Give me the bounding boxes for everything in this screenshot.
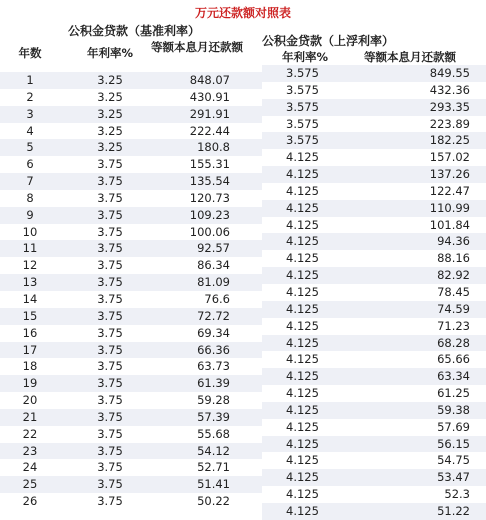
year-cell: 2 xyxy=(26,89,34,104)
table-row xyxy=(262,335,486,352)
payment-cell: 78.45 xyxy=(437,284,470,299)
payment-cell: 293.35 xyxy=(429,99,470,114)
base-rate-rows xyxy=(0,72,262,510)
table-row xyxy=(262,183,486,200)
year-cell: 20 xyxy=(22,393,38,408)
table-row xyxy=(0,139,262,156)
year-cell: 22 xyxy=(22,426,38,441)
payment-cell: 94.36 xyxy=(437,234,470,249)
rate-cell: 3.25 xyxy=(97,140,123,155)
rate-cell: 4.125 xyxy=(286,470,319,485)
year-cell: 12 xyxy=(22,258,38,273)
table-row xyxy=(262,436,486,453)
year-cell: 6 xyxy=(26,157,34,172)
rate-cell: 3.75 xyxy=(97,241,123,256)
header-rate: 年利率% xyxy=(282,50,329,64)
payment-cell: 50.22 xyxy=(197,494,230,509)
table-row xyxy=(262,233,486,250)
rate-cell: 3.75 xyxy=(97,477,123,492)
payment-cell: 223.89 xyxy=(429,116,470,131)
payment-cell: 61.25 xyxy=(437,386,470,401)
table-row xyxy=(262,301,486,318)
year-cell: 5 xyxy=(26,140,34,155)
rate-cell: 4.125 xyxy=(286,436,319,451)
payment-cell: 54.12 xyxy=(197,443,230,458)
rate-cell: 4.125 xyxy=(286,369,319,384)
year-cell: 15 xyxy=(22,308,38,323)
payment-cell: 109.23 xyxy=(189,207,230,222)
table-row xyxy=(0,476,262,493)
payment-cell: 57.39 xyxy=(197,409,230,424)
rate-cell: 3.75 xyxy=(97,291,123,306)
year-cell: 11 xyxy=(22,241,38,256)
rate-cell: 3.75 xyxy=(97,190,123,205)
payment-cell: 59.28 xyxy=(197,393,230,408)
table-row xyxy=(262,402,486,419)
table-row xyxy=(0,240,262,257)
payment-cell: 69.34 xyxy=(197,325,230,340)
payment-cell: 74.59 xyxy=(437,301,470,316)
payment-cell: 122.47 xyxy=(429,183,470,198)
year-cell: 16 xyxy=(22,325,38,340)
table-row xyxy=(0,443,262,460)
table-row xyxy=(262,419,486,436)
header-payment: 等额本息月还款额 xyxy=(364,50,456,64)
payment-cell: 137.26 xyxy=(429,167,470,182)
payment-cell: 61.39 xyxy=(197,376,230,391)
table-row xyxy=(0,342,262,359)
payment-cell: 180.8 xyxy=(197,140,230,155)
payment-cell: 88.16 xyxy=(437,251,470,266)
rate-cell: 4.125 xyxy=(286,386,319,401)
rate-cell: 3.75 xyxy=(97,359,123,374)
year-cell: 9 xyxy=(26,207,34,222)
table-row xyxy=(0,190,262,207)
rate-cell: 3.75 xyxy=(97,342,123,357)
payment-cell: 86.34 xyxy=(197,258,230,273)
table-row xyxy=(0,89,262,106)
year-cell: 4 xyxy=(26,123,34,138)
rate-cell: 3.575 xyxy=(286,116,319,131)
table-row xyxy=(262,368,486,385)
year-cell: 19 xyxy=(22,376,38,391)
rate-cell: 4.125 xyxy=(286,335,319,350)
payment-cell: 53.47 xyxy=(437,470,470,485)
payment-cell: 222.44 xyxy=(189,123,230,138)
rate-cell: 3.25 xyxy=(97,123,123,138)
table-row xyxy=(0,156,262,173)
year-cell: 17 xyxy=(22,342,38,357)
floating-rate-group-title: 公积金贷款（上浮利率） xyxy=(262,34,395,48)
rate-cell: 3.75 xyxy=(97,308,123,323)
payment-cell: 291.91 xyxy=(189,106,230,121)
payment-cell: 848.07 xyxy=(189,73,230,87)
table-row xyxy=(0,308,262,325)
rate-cell: 3.575 xyxy=(286,82,319,97)
year-cell: 14 xyxy=(22,291,38,306)
rate-cell: 3.75 xyxy=(97,409,123,424)
rate-cell: 3.25 xyxy=(97,89,123,104)
table-row xyxy=(0,358,262,375)
rate-cell: 3.575 xyxy=(286,66,319,80)
payment-cell: 155.31 xyxy=(189,157,230,172)
table-row xyxy=(0,459,262,476)
table-row xyxy=(262,149,486,166)
table-row xyxy=(0,426,262,443)
table-row xyxy=(0,291,262,308)
payment-cell: 82.92 xyxy=(437,268,470,283)
rate-cell: 3.575 xyxy=(286,99,319,114)
rate-cell: 3.25 xyxy=(97,106,123,121)
rate-cell: 3.575 xyxy=(286,133,319,148)
table-row xyxy=(262,267,486,284)
payment-cell: 54.75 xyxy=(437,453,470,468)
year-cell: 3 xyxy=(26,106,34,121)
table-row xyxy=(262,99,486,116)
rate-cell: 3.75 xyxy=(97,494,123,509)
rate-cell: 3.75 xyxy=(97,393,123,408)
payment-cell: 81.09 xyxy=(197,275,230,290)
payment-cell: 63.34 xyxy=(437,369,470,384)
rate-cell: 4.125 xyxy=(286,183,319,198)
header-payment: 等额本息月还款额 xyxy=(151,40,243,54)
payment-cell: 76.6 xyxy=(204,291,230,306)
year-cell: 8 xyxy=(26,190,34,205)
rate-cell: 3.75 xyxy=(97,426,123,441)
rate-cell: 3.75 xyxy=(97,258,123,273)
rate-cell: 3.75 xyxy=(97,174,123,189)
rate-cell: 4.125 xyxy=(286,419,319,434)
rate-cell: 4.125 xyxy=(286,268,319,283)
table-row xyxy=(262,217,486,234)
table-row xyxy=(262,318,486,335)
table-row xyxy=(262,469,486,486)
rate-cell: 4.125 xyxy=(286,251,319,266)
table-row xyxy=(0,72,262,89)
payment-cell: 849.55 xyxy=(429,66,470,80)
year-cell: 23 xyxy=(22,443,38,458)
table-row xyxy=(262,166,486,183)
payment-cell: 65.66 xyxy=(437,352,470,367)
year-cell: 21 xyxy=(22,409,38,424)
rate-cell: 3.75 xyxy=(97,224,123,239)
rate-cell: 3.75 xyxy=(97,376,123,391)
payment-cell: 120.73 xyxy=(189,190,230,205)
table-row xyxy=(0,224,262,241)
rate-cell: 4.125 xyxy=(286,234,319,249)
rate-cell: 3.75 xyxy=(97,157,123,172)
year-cell: 7 xyxy=(26,174,34,189)
payment-cell: 63.73 xyxy=(197,359,230,374)
payment-cell: 100.06 xyxy=(189,224,230,239)
payment-cell: 51.22 xyxy=(437,503,470,518)
payment-cell: 68.28 xyxy=(437,335,470,350)
payment-cell: 110.99 xyxy=(429,200,470,215)
rate-cell: 4.125 xyxy=(286,352,319,367)
table-row xyxy=(262,116,486,133)
payment-cell: 432.36 xyxy=(429,82,470,97)
table-row xyxy=(0,493,262,510)
table-row xyxy=(0,207,262,224)
table-row xyxy=(262,452,486,469)
payment-cell: 430.91 xyxy=(189,89,230,104)
table-row xyxy=(0,392,262,409)
payment-cell: 57.69 xyxy=(437,419,470,434)
rate-cell: 4.125 xyxy=(286,301,319,316)
rate-cell: 4.125 xyxy=(286,200,319,215)
rate-cell: 3.75 xyxy=(97,443,123,458)
year-cell: 13 xyxy=(22,275,38,290)
table-row xyxy=(262,351,486,368)
payment-cell: 101.84 xyxy=(429,217,470,232)
table-row xyxy=(262,486,486,503)
rate-cell: 3.75 xyxy=(97,460,123,475)
base-rate-group-title: 公积金贷款（基准利率） xyxy=(68,24,201,38)
table-row xyxy=(0,274,262,291)
rate-cell: 3.75 xyxy=(97,325,123,340)
year-cell: 1 xyxy=(26,73,34,87)
payment-cell: 72.72 xyxy=(197,308,230,323)
table-row xyxy=(262,200,486,217)
table-row xyxy=(0,257,262,274)
page-title: 万元还款额对照表 xyxy=(194,6,291,20)
table-row xyxy=(262,65,486,82)
rate-cell: 4.125 xyxy=(286,503,319,518)
rate-cell: 4.125 xyxy=(286,167,319,182)
table-row xyxy=(262,132,486,149)
header-rate: 年利率% xyxy=(86,46,134,60)
rate-cell: 4.125 xyxy=(286,402,319,417)
payment-cell: 157.02 xyxy=(429,150,470,165)
year-cell: 25 xyxy=(22,477,38,492)
year-cell: 26 xyxy=(22,494,38,509)
rate-cell: 3.25 xyxy=(97,73,123,87)
table-row xyxy=(262,284,486,301)
table-row xyxy=(262,503,486,520)
table-row xyxy=(262,385,486,402)
year-cell: 24 xyxy=(22,460,38,475)
table-row xyxy=(0,173,262,190)
rate-cell: 4.125 xyxy=(286,150,319,165)
table-row xyxy=(0,325,262,342)
rate-cell: 3.75 xyxy=(97,275,123,290)
header-year: 年数 xyxy=(18,46,42,60)
table-row xyxy=(0,106,262,123)
floating-rate-rows xyxy=(262,65,486,520)
payment-cell: 59.38 xyxy=(437,402,470,417)
year-cell: 18 xyxy=(22,359,38,374)
payment-cell: 66.36 xyxy=(197,342,230,357)
table-row xyxy=(0,375,262,392)
rate-cell: 4.125 xyxy=(286,318,319,333)
year-cell: 10 xyxy=(22,224,38,239)
payment-cell: 55.68 xyxy=(197,426,230,441)
rate-cell: 4.125 xyxy=(286,217,319,232)
payment-cell: 71.23 xyxy=(437,318,470,333)
rate-cell: 4.125 xyxy=(286,487,319,502)
table-row xyxy=(0,123,262,140)
table-row xyxy=(262,250,486,267)
payment-cell: 56.15 xyxy=(437,436,470,451)
payment-cell: 52.3 xyxy=(444,487,470,502)
rate-cell: 4.125 xyxy=(286,453,319,468)
payment-cell: 51.41 xyxy=(197,477,230,492)
table-row xyxy=(262,82,486,99)
table-row xyxy=(0,409,262,426)
payment-cell: 52.71 xyxy=(197,460,230,475)
payment-cell: 182.25 xyxy=(429,133,470,148)
payment-cell: 135.54 xyxy=(189,174,230,189)
rate-cell: 3.75 xyxy=(97,207,123,222)
rate-cell: 4.125 xyxy=(286,284,319,299)
payment-cell: 92.57 xyxy=(197,241,230,256)
